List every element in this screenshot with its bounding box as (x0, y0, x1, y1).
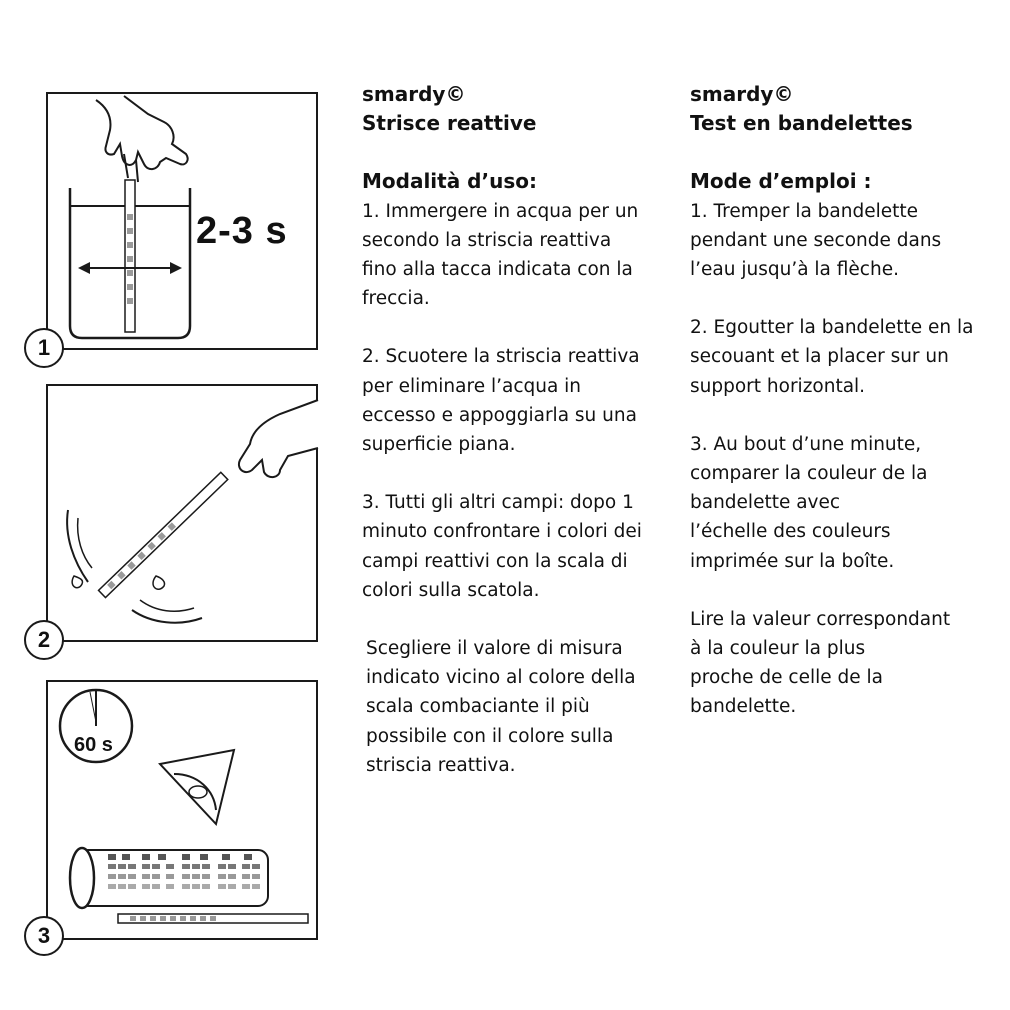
step3-illustration (46, 680, 318, 940)
french-product-title: Test en bandelettes (690, 111, 913, 136)
italian-product-title: Strisce reattive (362, 111, 537, 136)
italian-note: Scegliere il valore di misura indicato vicino al colore della scala combaciante il più possibile con il colore sulla striscia reattiva. (366, 638, 636, 776)
step-badge-1: 1 (24, 328, 64, 368)
french-step1: 1. Tremper la bandelette pendant une seconde dans l’eau jusqu’à la flèche. (690, 200, 942, 281)
french-step2: 2. Egoutter la bandelette en la secouant et la placer sur un support horizontal. (690, 317, 974, 397)
italian-step1: 1. Immergere in acqua per un secondo la striscia reattiva fino alla tacca indicata con la freccia. (362, 200, 639, 310)
french-usage-heading: Mode d’emploi : (690, 169, 872, 194)
italian-step3: 3. Tutti gli altri campi: dopo 1 minuto confrontare i colori dei campi reattivi con la scala di colori sulla scatola. (362, 492, 642, 601)
italian-instructions (362, 80, 662, 780)
shake-strip-icon (48, 386, 320, 644)
compare-colors-icon (48, 682, 320, 942)
duration-label: 2-3 s (196, 210, 288, 252)
step1-illustration (46, 92, 318, 350)
italian-usage-heading: Modalità d’uso: (362, 169, 537, 194)
step-badge-3: 3 (24, 916, 64, 956)
french-note: Lire la valeur correspondant à la couleur la plus proche de celle de la bandelette. (690, 608, 951, 718)
italian-brand: smardy© (362, 82, 466, 106)
step-badge-2: 2 (24, 620, 64, 660)
timer-label: 60 s (74, 734, 113, 756)
italian-step2: 2. Scuotere la striscia reattiva per eliminare l’acqua in eccesso e appoggiarla su una superficie piana. (362, 346, 640, 456)
step2-illustration (46, 384, 318, 642)
french-brand: smardy© (690, 82, 794, 106)
french-step3: 3. Au bout d’une minute, comparer la couleur de la bandelette avec l’échelle des couleurs imprimée sur la boîte. (690, 433, 928, 572)
french-instructions (690, 80, 1000, 722)
